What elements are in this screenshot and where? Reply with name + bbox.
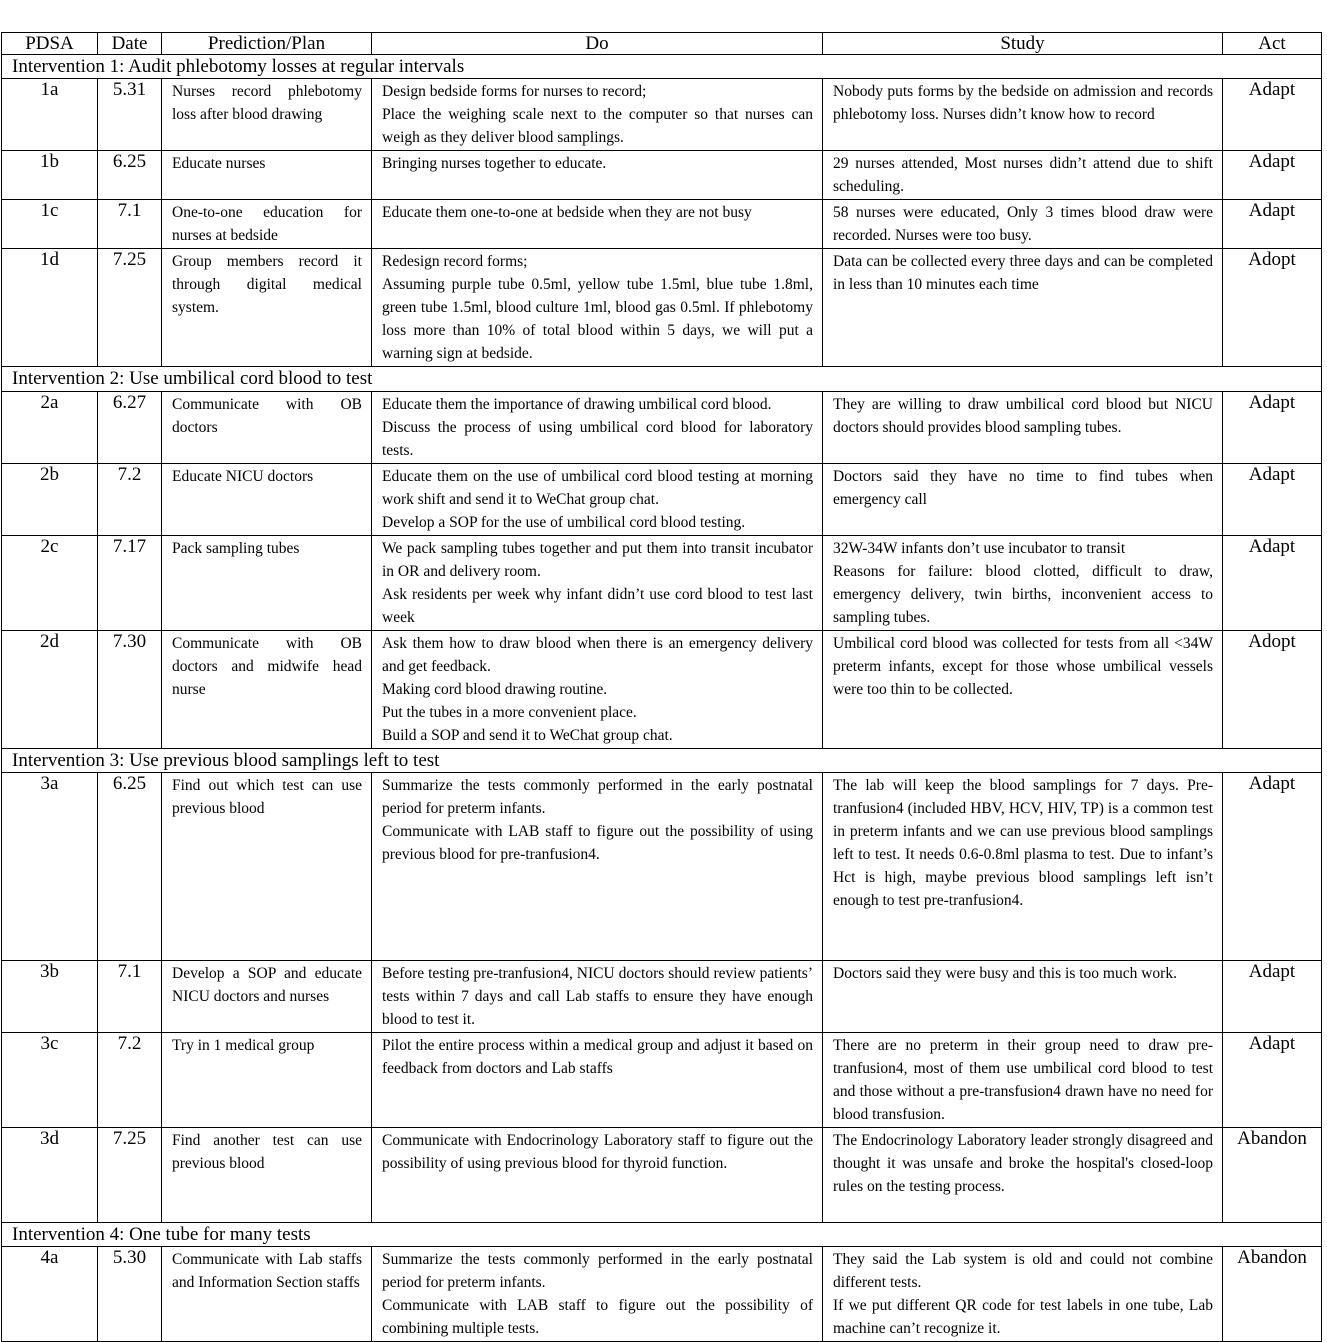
- study-line: There are no preterm in their group need to draw pre-tranfusion4, most of them use umbilical cord blood to test and those without a pre-transfusion4 drawn have no need for blood transfusion.: [833, 1037, 1213, 1123]
- pdsa-cell: 3a: [2, 773, 98, 961]
- study-line: Nobody puts forms by the bedside on admission and records phlebotomy loss. Nurses didn’t know how to record: [833, 83, 1213, 123]
- plan-cell: Educate NICU doctors: [162, 464, 372, 536]
- table-row: [2, 773, 1322, 961]
- table-row: [2, 1247, 1322, 1342]
- study-cell: [823, 631, 1223, 749]
- study-line: 58 nurses were educated, Only 3 times blood draw were recorded. Nurses were too busy.: [833, 204, 1213, 244]
- do-cell: [372, 631, 823, 749]
- table-row: [2, 464, 1322, 536]
- do-line: Communicate with LAB staff to figure out the possibility of using previous blood for pre-tranfusion4.: [382, 823, 813, 863]
- intervention-header-row: [2, 55, 1322, 79]
- do-cell: [372, 961, 823, 1033]
- study-line: They are willing to draw umbilical cord blood but NICU doctors should provides blood sampling tubes.: [833, 396, 1213, 436]
- header-date: Date: [98, 33, 162, 55]
- date-cell: 7.30: [98, 631, 162, 749]
- do-line: Communicate with LAB staff to figure out the possibility of combining multiple tests.: [382, 1297, 813, 1337]
- header-plan: Prediction/Plan: [162, 33, 372, 55]
- study-cell: [823, 961, 1223, 1033]
- date-cell: 7.2: [98, 1033, 162, 1128]
- do-cell: [372, 1128, 823, 1223]
- date-cell: 5.31: [98, 79, 162, 151]
- act-cell: Abandon: [1223, 1128, 1322, 1223]
- act-cell: Adapt: [1223, 773, 1322, 961]
- pdsa-cell: 1c: [2, 200, 98, 249]
- table-row: [2, 536, 1322, 631]
- act-cell: Adopt: [1223, 249, 1322, 367]
- do-line: Bringing nurses together to educate.: [382, 155, 607, 172]
- study-cell: [823, 392, 1223, 464]
- study-cell: [823, 1128, 1223, 1223]
- do-line: We pack sampling tubes together and put them into transit incubator in OR and delivery room.: [382, 540, 813, 580]
- do-cell: [372, 200, 823, 249]
- date-cell: 7.1: [98, 961, 162, 1033]
- table-row: [2, 1033, 1322, 1128]
- study-line: The lab will keep the blood samplings for 7 days. Pre-tranfusion4 (included HBV, HCV, HIV, TP) is a common test in preterm infants and we can use previous blood samplings left to test. It needs 0.6-0.8ml plasma to test. Due to infant’s Hct is high, maybe previous blood samplings left isn’t enough to test pre-tranfusion4.: [833, 777, 1213, 909]
- do-line: Educate them the importance of drawing umbilical cord blood.: [382, 396, 772, 413]
- act-cell: Adapt: [1223, 200, 1322, 249]
- act-cell: Adapt: [1223, 392, 1322, 464]
- intervention-header-row: [2, 367, 1322, 392]
- plan-cell: Nurses record phlebotomy loss after blood drawing: [162, 79, 372, 151]
- pdsa-cell: 1a: [2, 79, 98, 151]
- pdsa-cell: 2a: [2, 392, 98, 464]
- act-cell: Adapt: [1223, 464, 1322, 536]
- act-cell: Adapt: [1223, 151, 1322, 200]
- do-line: Making cord blood drawing routine.: [382, 681, 608, 698]
- act-cell: Abandon: [1223, 1247, 1322, 1342]
- table-row: [2, 79, 1322, 151]
- pdsa-cell: 3b: [2, 961, 98, 1033]
- date-cell: 5.30: [98, 1247, 162, 1342]
- pdsa-cell: 2d: [2, 631, 98, 749]
- header-pdsa: PDSA: [2, 33, 98, 55]
- plan-cell: Develop a SOP and educate NICU doctors and nurses: [162, 961, 372, 1033]
- table-row: [2, 1128, 1322, 1223]
- date-cell: 6.25: [98, 773, 162, 961]
- table-row: [2, 151, 1322, 200]
- do-line: Communicate with Endocrinology Laboratory staff to figure out the possibility of using previous blood for thyroid function.: [382, 1132, 813, 1172]
- study-cell: [823, 464, 1223, 536]
- study-line: Data can be collected every three days and can be completed in less than 10 minutes each time: [833, 253, 1213, 293]
- plan-cell: Communicate with OB doctors and midwife head nurse: [162, 631, 372, 749]
- plan-cell: One-to-one education for nurses at bedside: [162, 200, 372, 249]
- date-cell: 7.25: [98, 249, 162, 367]
- intervention-header-row: [2, 749, 1322, 773]
- do-line: Develop a SOP for the use of umbilical cord blood testing.: [382, 514, 746, 531]
- plan-cell: Pack sampling tubes: [162, 536, 372, 631]
- study-line: Doctors said they have no time to find tubes when emergency call: [833, 468, 1213, 508]
- intervention-title: Intervention 3: Use previous blood samplings left to test: [2, 749, 1322, 773]
- pdsa-cell: 2c: [2, 536, 98, 631]
- act-cell: Adapt: [1223, 79, 1322, 151]
- date-cell: 7.1: [98, 200, 162, 249]
- pdsa-cell: 1b: [2, 151, 98, 200]
- act-cell: Adapt: [1223, 536, 1322, 631]
- do-cell: [372, 536, 823, 631]
- pdsa-cell: 4a: [2, 1247, 98, 1342]
- intervention-header-row: [2, 1223, 1322, 1247]
- act-cell: Adapt: [1223, 961, 1322, 1033]
- do-line: Summarize the tests commonly performed in the early postnatal period for preterm infants.: [382, 1251, 813, 1291]
- header-study: Study: [823, 33, 1223, 55]
- study-line: Umbilical cord blood was collected for tests from all <34W preterm infants, except for those whose umbilical vessels were too thin to be collected.: [833, 635, 1213, 698]
- intervention-title: Intervention 1: Audit phlebotomy losses at regular intervals: [2, 55, 1322, 79]
- do-line: Pilot the entire process within a medical group and adjust it based on feedback from doctors and Lab staffs: [382, 1037, 813, 1077]
- do-line: Assuming purple tube 0.5ml, yellow tube 1.5ml, blue tube 1.8ml, green tube 1.5ml, blood culture 1ml, blood gas 0.5ml. If phlebotomy loss more than 10% of total blood within 5 days, we will put a warning sign at bedside.: [382, 276, 813, 362]
- date-cell: 7.25: [98, 1128, 162, 1223]
- study-line: If we put different QR code for test labels in one tube, Lab machine can’t recognize it.: [833, 1297, 1213, 1337]
- header-act: Act: [1223, 33, 1322, 55]
- study-line: Doctors said they were busy and this is too much work.: [833, 965, 1177, 982]
- plan-cell: Group members record it through digital medical system.: [162, 249, 372, 367]
- do-line: Put the tubes in a more convenient place.: [382, 704, 637, 721]
- do-line: Place the weighing scale next to the computer so that nurses can weigh as they deliver blood samplings.: [382, 106, 813, 146]
- do-cell: [372, 392, 823, 464]
- study-line: 29 nurses attended, Most nurses didn’t attend due to shift scheduling.: [833, 155, 1213, 195]
- study-cell: [823, 1247, 1223, 1342]
- do-line: Discuss the process of using umbilical cord blood for laboratory tests.: [382, 419, 813, 459]
- do-cell: [372, 1033, 823, 1128]
- intervention-title: Intervention 4: One tube for many tests: [2, 1223, 1322, 1247]
- table-row: [2, 249, 1322, 367]
- do-cell: [372, 773, 823, 961]
- do-line: Educate them on the use of umbilical cord blood testing at morning work shift and send it to WeChat group chat.: [382, 468, 813, 508]
- study-line: The Endocrinology Laboratory leader strongly disagreed and thought it was unsafe and broke the hospital's closed-loop rules on the testing process.: [833, 1132, 1213, 1195]
- pdsa-cell: 2b: [2, 464, 98, 536]
- do-cell: [372, 1247, 823, 1342]
- date-cell: 7.2: [98, 464, 162, 536]
- plan-cell: Find out which test can use previous blood: [162, 773, 372, 961]
- header-row: [2, 33, 1322, 55]
- date-cell: 7.17: [98, 536, 162, 631]
- table-body: [2, 55, 1322, 1342]
- act-cell: Adopt: [1223, 631, 1322, 749]
- table-row: [2, 200, 1322, 249]
- study-cell: [823, 536, 1223, 631]
- do-line: Ask residents per week why infant didn’t use cord blood to test last week: [382, 586, 813, 626]
- pdsa-cell: 1d: [2, 249, 98, 367]
- do-cell: [372, 151, 823, 200]
- study-cell: [823, 773, 1223, 961]
- table-row: [2, 631, 1322, 749]
- plan-cell: Educate nurses: [162, 151, 372, 200]
- study-cell: [823, 79, 1223, 151]
- plan-cell: Find another test can use previous blood: [162, 1128, 372, 1223]
- do-line: Redesign record forms;: [382, 253, 528, 270]
- study-line: 32W-34W infants don’t use incubator to transit: [833, 540, 1126, 557]
- study-cell: [823, 200, 1223, 249]
- do-line: Summarize the tests commonly performed in the early postnatal period for preterm infants.: [382, 777, 813, 817]
- study-cell: [823, 151, 1223, 200]
- pdsa-table: [1, 32, 1322, 1342]
- pdsa-cell: 3c: [2, 1033, 98, 1128]
- do-line: Design bedside forms for nurses to record;: [382, 83, 647, 100]
- table-row: [2, 961, 1322, 1033]
- study-cell: [823, 1033, 1223, 1128]
- act-cell: Adapt: [1223, 1033, 1322, 1128]
- do-cell: [372, 79, 823, 151]
- do-cell: [372, 464, 823, 536]
- study-cell: [823, 249, 1223, 367]
- table-row: [2, 392, 1322, 464]
- header-do: Do: [372, 33, 823, 55]
- do-line: Before testing pre-tranfusion4, NICU doctors should review patients’ tests within 7 days and call Lab staffs to ensure they have enough blood to test it.: [382, 965, 813, 1028]
- do-line: Ask them how to draw blood when there is an emergency delivery and get feedback.: [382, 635, 813, 675]
- plan-cell: Communicate with Lab staffs and Information Section staffs: [162, 1247, 372, 1342]
- do-cell: [372, 249, 823, 367]
- study-line: Reasons for failure: blood clotted, difficult to draw, emergency delivery, twin births, inconvenient access to sampling tubes.: [833, 563, 1213, 626]
- plan-cell: Try in 1 medical group: [162, 1033, 372, 1128]
- plan-cell: Communicate with OB doctors: [162, 392, 372, 464]
- do-line: Build a SOP and send it to WeChat group chat.: [382, 727, 673, 744]
- date-cell: 6.25: [98, 151, 162, 200]
- do-line: Educate them one-to-one at bedside when they are not busy: [382, 204, 752, 221]
- study-line: They said the Lab system is old and could not combine different tests.: [833, 1251, 1213, 1291]
- intervention-title: Intervention 2: Use umbilical cord blood to test: [2, 367, 1322, 392]
- date-cell: 6.27: [98, 392, 162, 464]
- pdsa-cell: 3d: [2, 1128, 98, 1223]
